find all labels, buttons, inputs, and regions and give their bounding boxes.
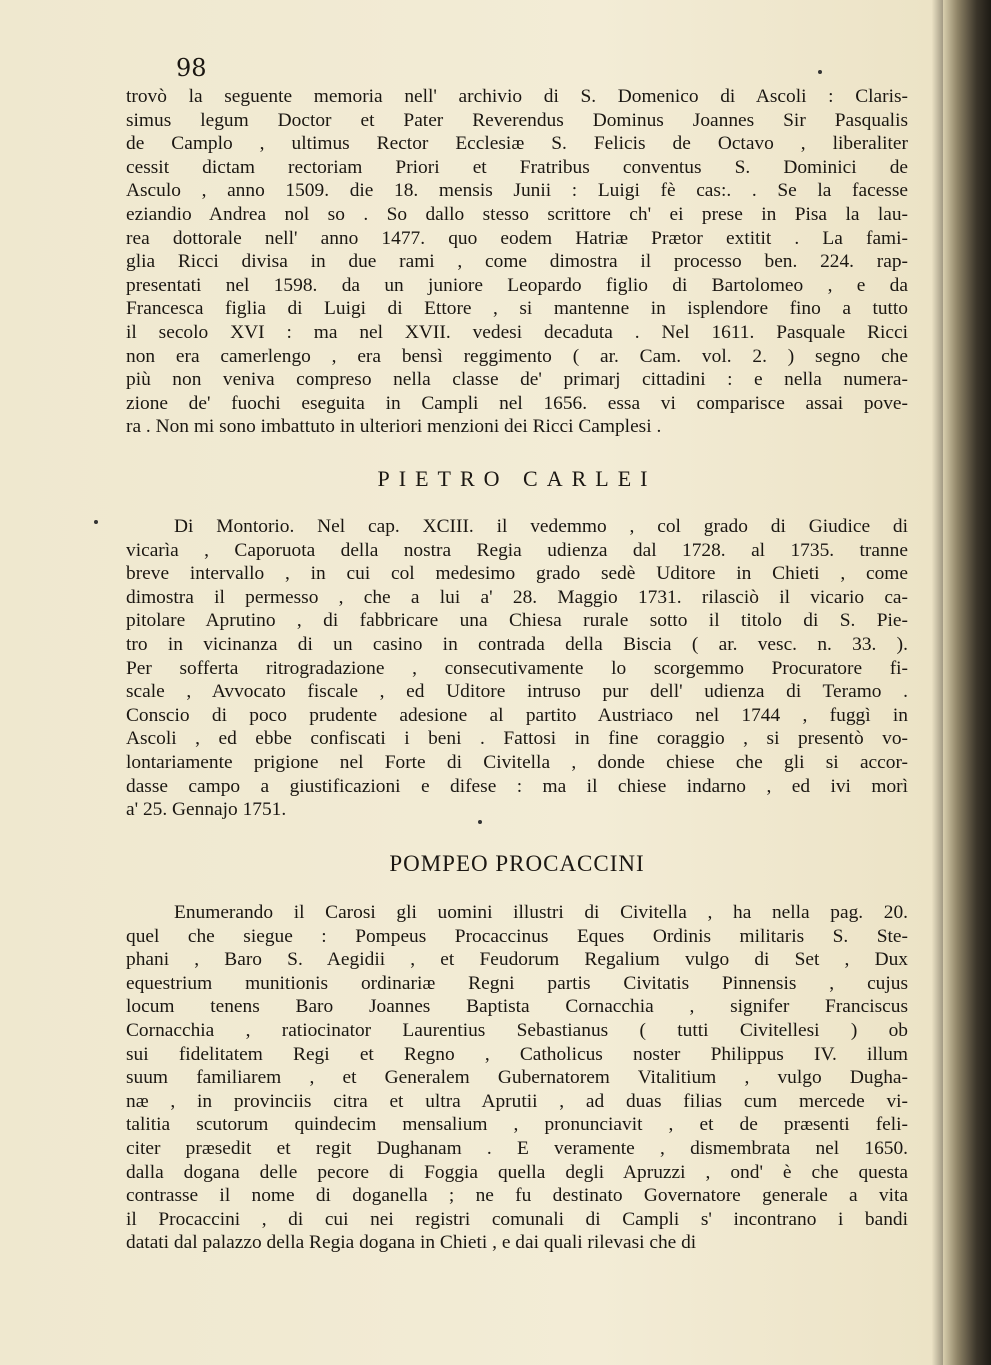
text-line: presentati nel 1598. da un juniore Leopardo figlio di Bartolomeo , e da <box>126 274 908 296</box>
text-line: dimostra il permesso , che a lui a' 28. Maggio 1731. rilasciò il vicario ca- <box>126 586 908 608</box>
text-line: Cornacchia , ratiocinator Laurentius Sebastianus ( tutti Civitellesi ) ob <box>126 1019 908 1041</box>
text-line: dalla dogana delle pecore di Foggia quella degli Apruzzi , ond' è che questa <box>126 1161 908 1183</box>
paragraph-pompeo-procaccini <box>126 901 908 1255</box>
margin-mark <box>94 520 98 524</box>
text-line: il Procaccini , di cui nei registri comunali di Campli s' incontrano i bandi <box>126 1208 908 1230</box>
text-line: a' 25. Gennajo 1751. <box>126 799 287 821</box>
text-line: phani , Baro S. Aegidii , et Feudorum Regalium vulgo di Set , Dux <box>126 949 908 971</box>
text-line: dasse campo a giustificazioni e difese : ma il chiese indarno , ed ivi morì <box>126 775 908 797</box>
text-line: næ , in provinciis citra et ultra Aprutii , ad duas filias cum mercede vi- <box>126 1090 908 1112</box>
text-line: suum familiarem , et Generalem Gubernatorem Vitalitium , vulgo Dugha- <box>126 1067 908 1089</box>
text-line: contrasse il nome di doganella ; ne fu destinato Governatore generale a vita <box>126 1185 908 1207</box>
text-line: scale , Avvocato fiscale , ed Uditore intruso pur dell' udienza di Teramo . <box>126 681 908 703</box>
text-line: lontariamente prigione nel Forte di Civitella , donde chiese che gli si accor- <box>126 751 908 773</box>
text-line: equestrium munitionis ordinariæ Regni partis Civitatis Pinnensis , cujus <box>126 972 908 994</box>
paragraph-pietro-carlei <box>126 515 908 822</box>
heading-pompeo-procaccini: POMPEO PROCACCINI <box>389 851 645 876</box>
text-line: breve intervallo , in cui col medesimo grado sedè Uditore in Chieti , come <box>126 563 908 585</box>
text-line: Di Montorio. Nel cap. XCIII. il vedemmo , col grado di Giudice di <box>174 516 908 537</box>
text-line: trovò la seguente memoria nell' archivio di S. Domenico di Ascoli : Claris- <box>126 86 908 107</box>
text-line: datati dal palazzo della Regia dogana in Chieti , e dai quali rilevasi che di <box>126 1232 697 1254</box>
book-spine-shadow <box>943 0 991 1365</box>
text-line: Ascoli , ed ebbe confiscati i beni . Fattosi in fine coraggio , si presentò vo- <box>126 728 908 750</box>
paragraph-ricci-family <box>126 85 908 439</box>
text-line: quel che siegue : Pompeus Procaccinus Eques Ordinis militaris S. Ste- <box>126 925 908 947</box>
text-line: non era camerlengo , era bensì reggimento ( ar. Cam. vol. 2. ) segno che <box>126 345 908 367</box>
text-line: Francesca figlia di Luigi di Ettore , si mantenne in isplendore fino a tutto <box>126 298 908 320</box>
text-line: sui fidelitatem Regi et Regno , Catholicus noster Philippus IV. illum <box>126 1043 908 1065</box>
text-line: ra . Non mi sono imbattuto in ulteriori menzioni dei Ricci Camplesi . <box>126 416 662 438</box>
text-line: simus legum Doctor et Pater Reverendus Dominus Joannes Sir Pasqualis <box>126 109 908 131</box>
text-line: vicarìa , Caporuota della nostra Regia udienza dal 1728. al 1735. tranne <box>126 539 908 561</box>
text-line: de Camplo , ultimus Rector Ecclesiæ S. Felicis de Octavo , liberaliter <box>126 133 908 155</box>
text-line: citer præsedit et regit Dughanam . E veramente , dismembrata nel 1650. <box>126 1137 908 1159</box>
text-line: Conscio di poco prudente adesione al partito Austriaco nel 1744 , fuggì in <box>126 704 908 726</box>
heading-pietro-carlei: PIETRO CARLEI <box>377 466 657 491</box>
text-line: Enumerando il Carosi gli uomini illustri di Civitella , ha nella pag. 20. <box>174 902 908 923</box>
text-line: il secolo XVI : ma nel XVII. vedesi decaduta . Nel 1611. Pasquale Ricci <box>126 321 908 343</box>
ink-speck <box>478 820 482 824</box>
text-line: pitolare Aprutino , di fabbricare una Chiesa rurale sotto il titolo di S. Pie- <box>126 610 908 632</box>
ink-speck <box>818 70 822 74</box>
text-line: glia Ricci divisa in due rami , come dimostra il processo ben. 224. rap- <box>126 251 908 273</box>
text-line: locum tenens Baro Joannes Baptista Cornacchia , signifer Franciscus <box>126 996 908 1018</box>
text-line: eziandio Andrea nol so . So dallo stesso scrittore ch' ei prese in Pisa la lau- <box>126 203 908 225</box>
text-line: cessit dictam rectoriam Priori et Fratribus conventus S. Dominici de <box>126 156 908 178</box>
text-line: talitia scutorum quindecim mensalium , pronunciavit , et de præsenti feli- <box>126 1114 908 1136</box>
text-line: più non veniva compreso nella classe de' primarj cittadini : e nella numera- <box>126 369 908 391</box>
text-line: rea dottorale nell' anno 1477. quo eodem Hatriæ Prætor extitit . La fami- <box>126 227 908 249</box>
text-line: Asculo , anno 1509. die 18. mensis Junii : Luigi fè cas:. . Se la facesse <box>126 180 908 202</box>
page-number: 98 <box>176 54 207 82</box>
text-line: Per sofferta ritrogradazione , consecutivamente lo scorgemmo Procuratore fi- <box>126 657 908 679</box>
text-line: tro in vicinanza di un casino in contrada della Biscia ( ar. vesc. n. 33. ). <box>126 633 908 655</box>
text-line: zione de' fuochi eseguita in Campli nel 1656. essa vi comparisce assai pove- <box>126 392 908 414</box>
